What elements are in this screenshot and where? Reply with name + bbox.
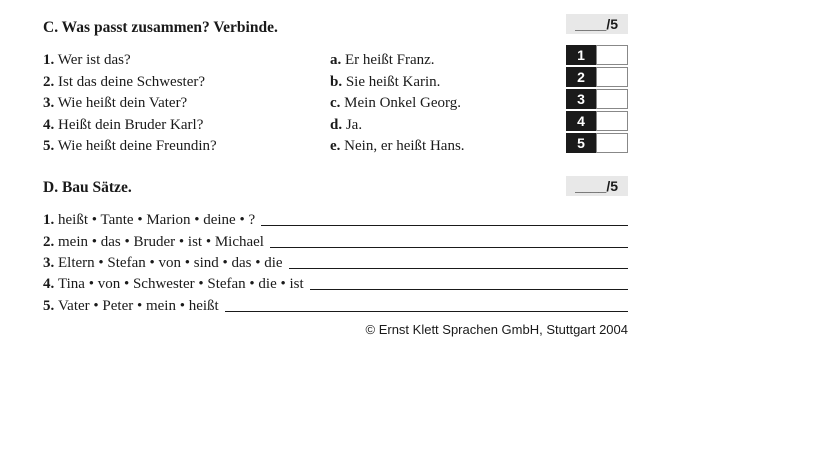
answer-c: c. Mein Onkel Georg. [330, 95, 461, 111]
answer-box-1 [566, 45, 628, 65]
answer-box-number: 1 [566, 45, 596, 65]
answer-slot-4[interactable] [596, 111, 628, 131]
sentence-words: Eltern • Stefan • von • sind • das • die [58, 255, 283, 271]
write-line-2[interactable] [270, 247, 628, 248]
sentence-words: mein • das • Bruder • ist • Michael [58, 234, 264, 250]
section-d-score: ____/5 [566, 176, 628, 196]
question-4: 4. Heißt dein Bruder Karl? [43, 117, 204, 133]
write-line-5[interactable] [225, 311, 628, 312]
write-line-3[interactable] [289, 268, 628, 269]
answer-slot-2[interactable] [596, 67, 628, 87]
section-d-title: D. Bau Sätze. [43, 179, 132, 196]
answer-box-number: 3 [566, 89, 596, 109]
copyright-footer: © Ernst Klett Sprachen GmbH, Stuttgart 2004 [365, 322, 628, 337]
sentence-words: Vater • Peter • mein • heißt [58, 298, 219, 314]
answer-box-number: 4 [566, 111, 596, 131]
section-c-title: C. Was passt zusammen? Verbinde. [43, 19, 278, 36]
answer-box-4 [566, 111, 628, 131]
answer-slot-5[interactable] [596, 133, 628, 153]
answer-box-2 [566, 67, 628, 87]
sentence-row-4 [43, 275, 628, 293]
answer-e: e. Nein, er heißt Hans. [330, 138, 465, 154]
sentence-number: 4. [43, 276, 55, 292]
answer-d: d. Ja. [330, 117, 363, 133]
sentence-number: 3. [43, 255, 55, 271]
sentence-row-2 [43, 233, 628, 251]
sentence-row-3 [43, 254, 628, 272]
question-3: 3. Wie heißt dein Vater? [43, 95, 188, 111]
answer-box-5 [566, 133, 628, 153]
write-line-4[interactable] [310, 289, 628, 290]
answer-box-3 [566, 89, 628, 109]
answer-box-number: 5 [566, 133, 596, 153]
question-2: 2. Ist das deine Schwester? [43, 74, 206, 90]
sentence-number: 2. [43, 234, 55, 250]
write-line-1[interactable] [261, 225, 628, 226]
answer-b: b. Sie heißt Karin. [330, 74, 441, 90]
question-1: 1. Wer ist das? [43, 52, 131, 68]
section-c-score: ____/5 [566, 14, 628, 34]
sentence-number: 1. [43, 212, 55, 228]
answer-slot-1[interactable] [596, 45, 628, 65]
answer-box-number: 2 [566, 67, 596, 87]
sentence-words: heißt • Tante • Marion • deine • ? [58, 212, 256, 228]
sentence-row-1 [43, 211, 628, 229]
sentence-number: 5. [43, 298, 55, 314]
answer-a: a. Er heißt Franz. [330, 52, 435, 68]
sentence-words: Tina • von • Schwester • Stefan • die • ist [58, 276, 304, 292]
answer-slot-3[interactable] [596, 89, 628, 109]
question-5: 5. Wie heißt deine Freundin? [43, 138, 217, 154]
sentence-row-5 [43, 297, 628, 315]
